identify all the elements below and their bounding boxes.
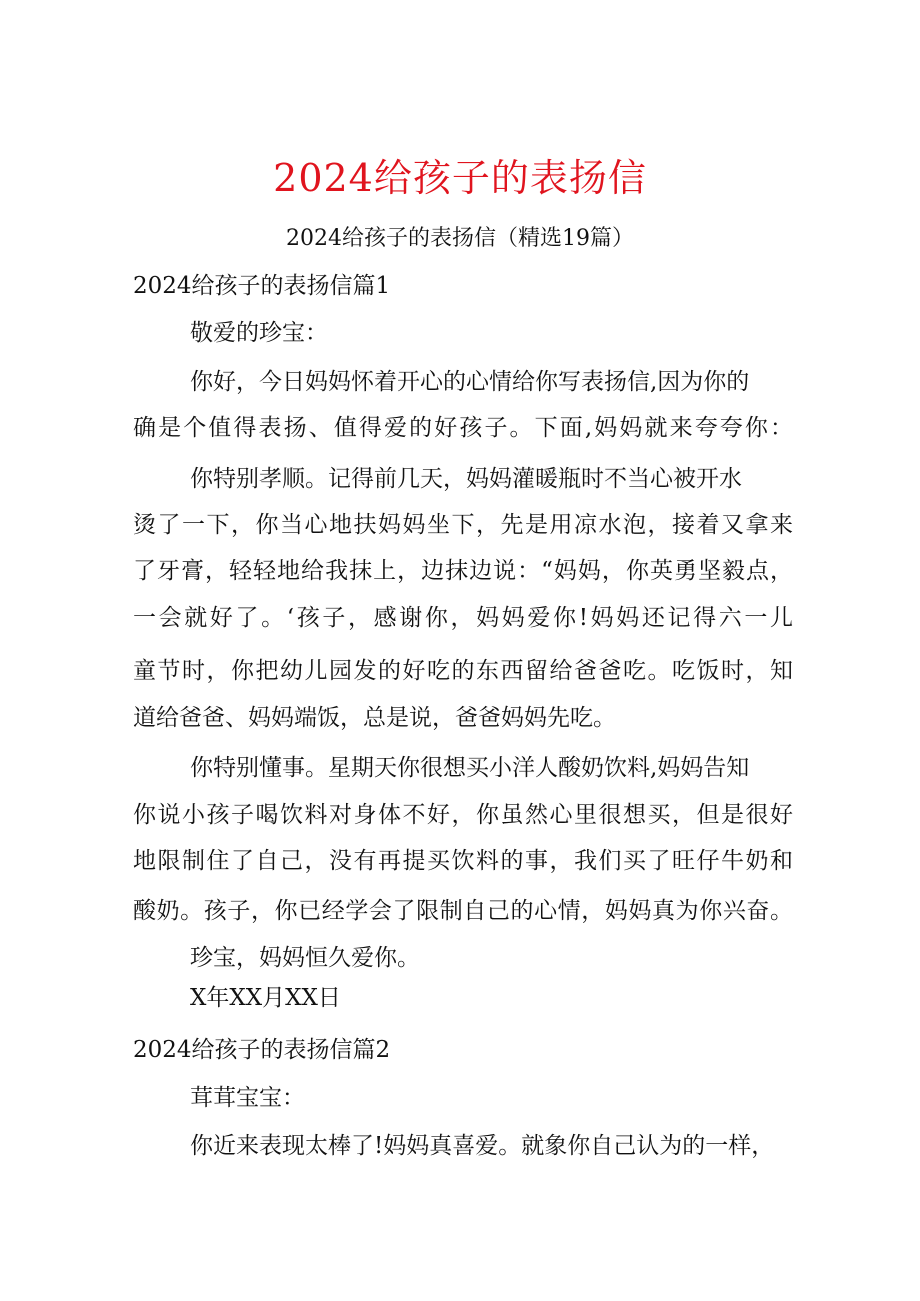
salutation-1: 敬爱的珍宝： bbox=[190, 320, 328, 346]
paragraph-line: 了牙膏，轻轻地给我抹上，边抹边说：“妈妈，你英勇坚毅点， bbox=[133, 558, 793, 584]
paragraph-line: 确是个值得表扬、值得爱的好孩子。下面,妈妈就来夸夸你： bbox=[133, 415, 793, 441]
document-subtitle: 2024给孩子的表扬信（精选19篇） bbox=[286, 226, 634, 251]
salutation-2: 茸茸宝宝： bbox=[190, 1085, 305, 1111]
date-line: X年XX月XX日 bbox=[190, 985, 341, 1011]
paragraph-line: 道给爸爸、妈妈端饭，总是说，爸爸妈妈先吃。 bbox=[133, 705, 616, 731]
paragraph-line: 你说小孩子喝饮料对身体不好，你虽然心里很想买，但是很好 bbox=[133, 802, 793, 828]
document-title: 2024给孩子的表扬信 bbox=[273, 156, 647, 200]
closing-line: 珍宝，妈妈恒久爱你。 bbox=[190, 945, 420, 971]
paragraph-line: 你好，今日妈妈怀着开心的心情给你写表扬信,因为你的 bbox=[190, 369, 750, 395]
paragraph-line: 童节时，你把幼儿园发的好吃的东西留给爸爸吃。吃饭时，知 bbox=[133, 658, 793, 684]
paragraph-line: 一会就好了。‘孩子，感谢你，妈妈爱你!妈妈还记得六一儿 bbox=[133, 605, 793, 631]
paragraph-line: 你近来表现太棒了!妈妈真喜爱。就象你自己认为的一样， bbox=[190, 1133, 775, 1159]
paragraph-line: 地限制住了自己，没有再提买饮料的事，我们买了旺仔牛奶和 bbox=[133, 848, 793, 874]
paragraph-line: 酸奶。孩子，你已经学会了限制自己的心情，妈妈真为你兴奋。 bbox=[133, 898, 793, 924]
paragraph-line: 你特别懂事。星期天你很想买小洋人酸奶饮料,妈妈告知 bbox=[190, 755, 750, 781]
section-heading-1: 2024给孩子的表扬信篇1 bbox=[133, 273, 391, 299]
paragraph-line: 烫了一下，你当心地扶妈妈坐下，先是用凉水泡，接着又拿来 bbox=[133, 512, 793, 538]
section-heading-2: 2024给孩子的表扬信篇2 bbox=[133, 1037, 391, 1063]
paragraph-line: 你特别孝顺。记得前几天，妈妈灌暖瓶时不当心被开水 bbox=[190, 466, 742, 492]
